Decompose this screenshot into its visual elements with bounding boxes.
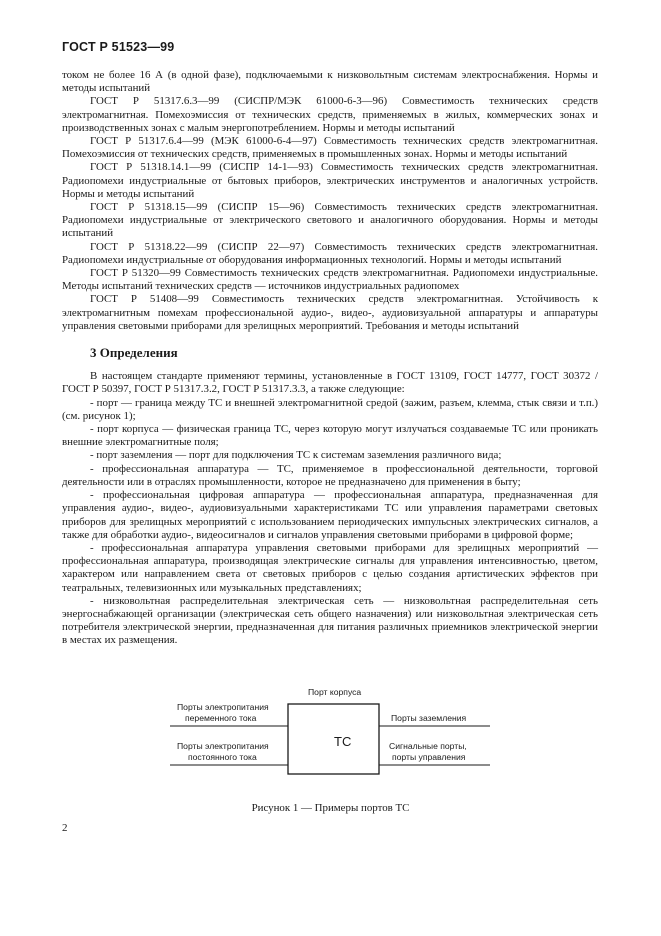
- paragraph: током не более 16 А (в одной фазе), подключаемыми к низковольтным системам электроснабжения. Нормы и методы испытаний: [62, 69, 598, 95]
- paragraph: ГОСТ Р 51318.15—99 (СИСПР 15—96) Совместимость технических средств электромагнитная. Радиопомехи индустриальные от электрического светового и аналогичного оборудования. Нормы и методы испытаний: [62, 201, 598, 240]
- earth-port-label: Порты заземления: [391, 713, 467, 723]
- definition-paragraph: - порт заземления — порт для подключения ТС к системам заземления различного вида;: [90, 449, 502, 462]
- signal-port-label-2: порты управления: [392, 752, 466, 762]
- paragraph: ГОСТ Р 51408—99 Совместимость технических средств электромагнитная. Устойчивость к электромагнитным помехам профессиональной аудио-, видео-, аудиовизуальной аппаратуры и аппаратуры управления световыми приборами для зрелищных мероприятий. Требования и методы испытаний: [62, 293, 598, 332]
- ac-power-port-label-2: переменного тока: [185, 713, 257, 723]
- section-title: 3 Определения: [90, 345, 178, 361]
- definition-paragraph: - профессиональная цифровая аппаратура — профессиональная аппаратура, предназначенная для управления аудио-, видео-, аудиовизуальными характеристиками ТС или управления параметрами световых приборов для зрелищных мероприятий с использованием периодических импульсных электрических сигналов, а также для обработки аудио-, видеосигналов и сигналов управления световыми приборами в цифровой форме;: [62, 489, 598, 541]
- dc-power-port-label-1: Порты электропитания: [177, 741, 269, 751]
- definition-paragraph: - порт корпуса — физическая граница ТС, через которую могут излучаться создаваемые ТС или проникать внешние электромагнитные поля;: [62, 423, 598, 449]
- definition-paragraph: В настоящем стандарте применяют термины, установленные в ГОСТ 13109, ГОСТ 14777, ГОСТ 30372 / ГОСТ Р 50397, ГОСТ Р 51317.3.2, ГОСТ Р 51317.3.3, а также следующие:: [62, 370, 598, 396]
- signal-port-label-1: Сигнальные порты,: [389, 741, 467, 751]
- definition-paragraph: - профессиональная аппаратура — ТС, применяемое в профессиональной деятельности, торговой деятельности или в отраслях промышленности, которое не предназначено для применения в быту;: [62, 462, 598, 488]
- paragraph: ГОСТ Р 51318.22—99 (СИСПР 22—97) Совместимость технических средств электромагнитная. Радиопомехи индустриальные от оборудования информационных технологий. Нормы и методы испытаний: [62, 240, 598, 266]
- paragraph: ГОСТ Р 51317.6.3—99 (СИСПР/МЭК 61000-6-3—96) Совместимость технических средств электромагнитная. Помехоэмиссия от технических средств, применяемых в жилых, коммерческих зонах и производственных зонах с малым энергопотреблением. Нормы и методы испытаний: [62, 95, 598, 134]
- dc-power-port-label-2: постоянного тока: [188, 752, 257, 762]
- ac-power-port-label-1: Порты электропитания: [177, 702, 269, 712]
- ports-diagram: [160, 684, 500, 776]
- figure-caption: Рисунок 1 — Примеры портов ТС: [251, 802, 410, 814]
- equipment-label: ТС: [334, 734, 352, 749]
- page-number: 2: [62, 822, 68, 834]
- enclosure-port-label: Порт корпуса: [308, 687, 362, 697]
- definition-paragraph: - порт — граница между ТС и внешней электромагнитной средой (зажим, разъем, клемма, стык связи и т.п.) (см. рисунок 1);: [62, 396, 598, 422]
- paragraph: ГОСТ Р 51318.14.1—99 (СИСПР 14-1—93) Совместимость технических средств электромагнитная. Радиопомехи индустриальные от бытовых приборов, электрических инструментов и аналогичных устройств. Нормы и методы испытаний: [62, 161, 598, 200]
- definition-paragraph: - профессиональная аппаратура управления световыми приборами для зрелищных мероприятий — профессиональная аппаратура, производящая электрические сигналы для управления интенсивностью, цветом, характером или направлением света от световых приборов с целью создания артистических эффектов при театральных, телевизионных или музыкальных представлениях;: [62, 541, 598, 594]
- body-text: [62, 69, 598, 648]
- definition-paragraph: - низковольтная распределительная электрическая сеть — низковольтная распределительная сеть энергоснабжающей организации (электрическая сеть общего назначения) или низковольтная электрическая сеть потребителя электрической энергии, предназначенная для питания различных приемников электрической энергии в местах их размещения.: [62, 594, 598, 647]
- document-header: ГОСТ Р 51523—99: [62, 40, 175, 54]
- paragraph: ГОСТ Р 51317.6.4—99 (МЭК 61000-6-4—97) Совместимость технических средств электромагнитная. Помехоэмиссия от технических средств, применяемых в промышленных зонах. Нормы и методы испытаний: [62, 135, 598, 161]
- paragraph: ГОСТ Р 51320—99 Совместимость технических средств электромагнитная. Радиопомехи индустриальные. Методы испытаний технических средств — источников индустриальных радиопомех: [62, 267, 598, 293]
